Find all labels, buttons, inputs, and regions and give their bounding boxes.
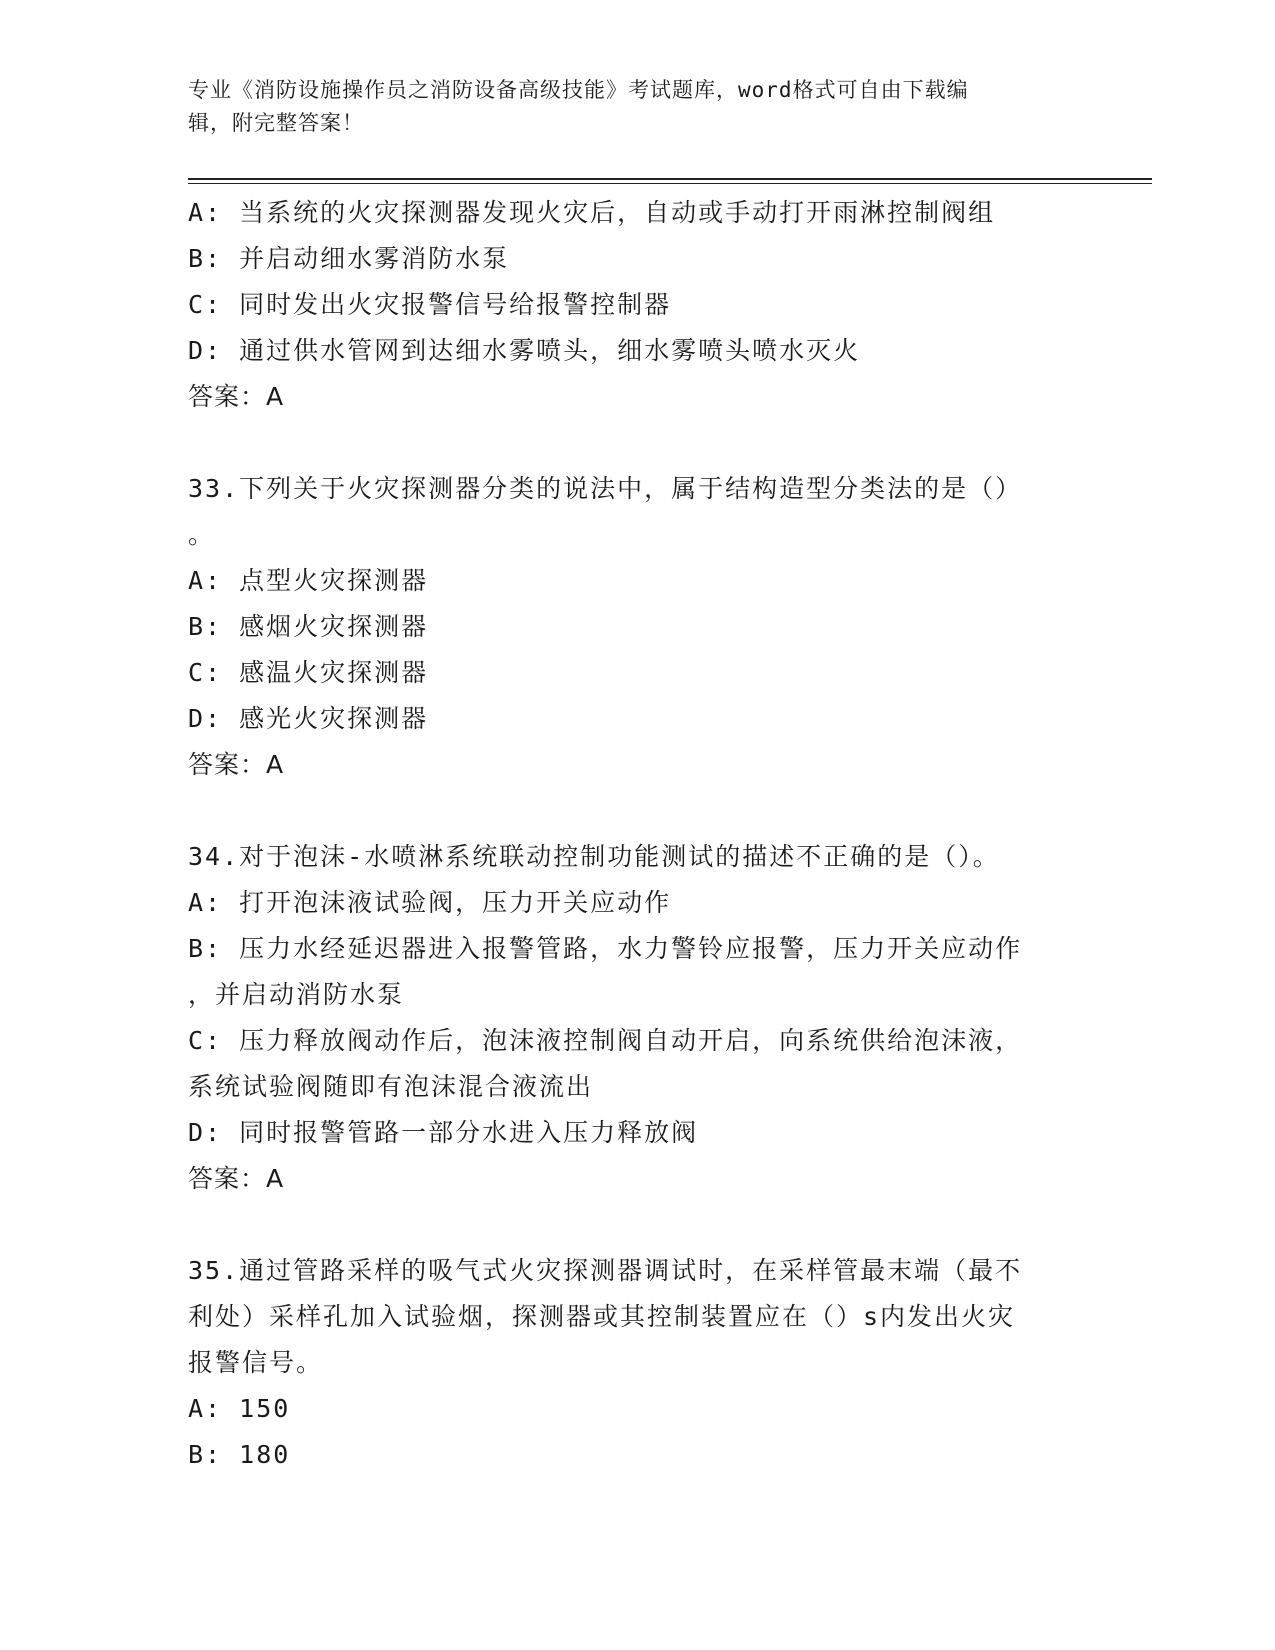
document-header [188,74,1088,140]
q34-option-c-line-1: C: 压力释放阀动作后，泡沫液控制阀自动开启，向系统供给泡沫液， [188,1026,1023,1055]
q33-option-d: D: 感光火灾探测器 [188,704,429,733]
q34-option-b-line-1: B: 压力水经延迟器进入报警管路，水力警铃应报警，压力开关应动作 [188,934,1023,963]
spacer [188,1202,1088,1248]
q32-option-b: B: 并启动细水雾消防水泵 [188,244,510,273]
question-34-block [188,834,1088,1202]
spacer [188,788,1088,834]
q34-option-d: D: 同时报警管路一部分水进入压力释放阀 [188,1118,699,1147]
q34-option-c-line-2: 系统试验阀随即有泡沫混合液流出 [188,1072,594,1101]
q35-stem-line-2: 利处）采样孔加入试验烟，探测器或其控制装置应在（）s内发出火灾 [188,1302,1016,1331]
header-divider-thin [188,183,1152,184]
q35-option-a: A: 150 [188,1394,291,1423]
question-content [188,190,1088,1478]
q34-option-b-line-2: ，并启动消防水泵 [188,980,405,1009]
q35-stem-line-1: 35.通过管路采样的吸气式火灾探测器调试时，在采样管最末端（最不 [188,1256,1023,1285]
q33-stem-line-1: 33.下列关于火灾探测器分类的说法中，属于结构造型分类法的是（） [188,474,1023,503]
q33-option-b: B: 感烟火灾探测器 [188,612,429,641]
q35-stem-line-3: 报警信号。 [188,1348,324,1377]
q35-option-b: B: 180 [188,1440,291,1469]
question-33-block [188,466,1088,788]
q33-answer: 答案：A [188,750,285,779]
header-line-1: 专业《消防设施操作员之消防设备高级技能》考试题库，word格式可自由下载编 [188,78,969,102]
q33-option-a: A: 点型火灾探测器 [188,566,429,595]
q34-stem-line-1: 34.对于泡沫-水喷淋系统联动控制功能测试的描述不正确的是（）。 [188,842,1000,871]
q33-option-c: C: 感温火灾探测器 [188,658,429,687]
header-divider-thick [188,178,1152,180]
q32-option-c: C: 同时发出火灾报警信号给报警控制器 [188,290,672,319]
q32-option-a: A: 当系统的火灾探测器发现火灾后，自动或手动打开雨淋控制阀组 [188,198,996,227]
header-line-2: 辑，附完整答案！ [188,111,364,135]
q32-answer: 答案：A [188,382,285,411]
q34-option-a: A: 打开泡沫液试验阀，压力开关应动作 [188,888,672,917]
question-35-block [188,1248,1088,1478]
q32-option-d: D: 通过供水管网到达细水雾喷头，细水雾喷头喷水灭火 [188,336,861,365]
question-32-block [188,190,1088,420]
q33-stem-line-2: 。 [188,520,216,549]
q34-answer: 答案：A [188,1164,285,1193]
spacer [188,420,1088,466]
